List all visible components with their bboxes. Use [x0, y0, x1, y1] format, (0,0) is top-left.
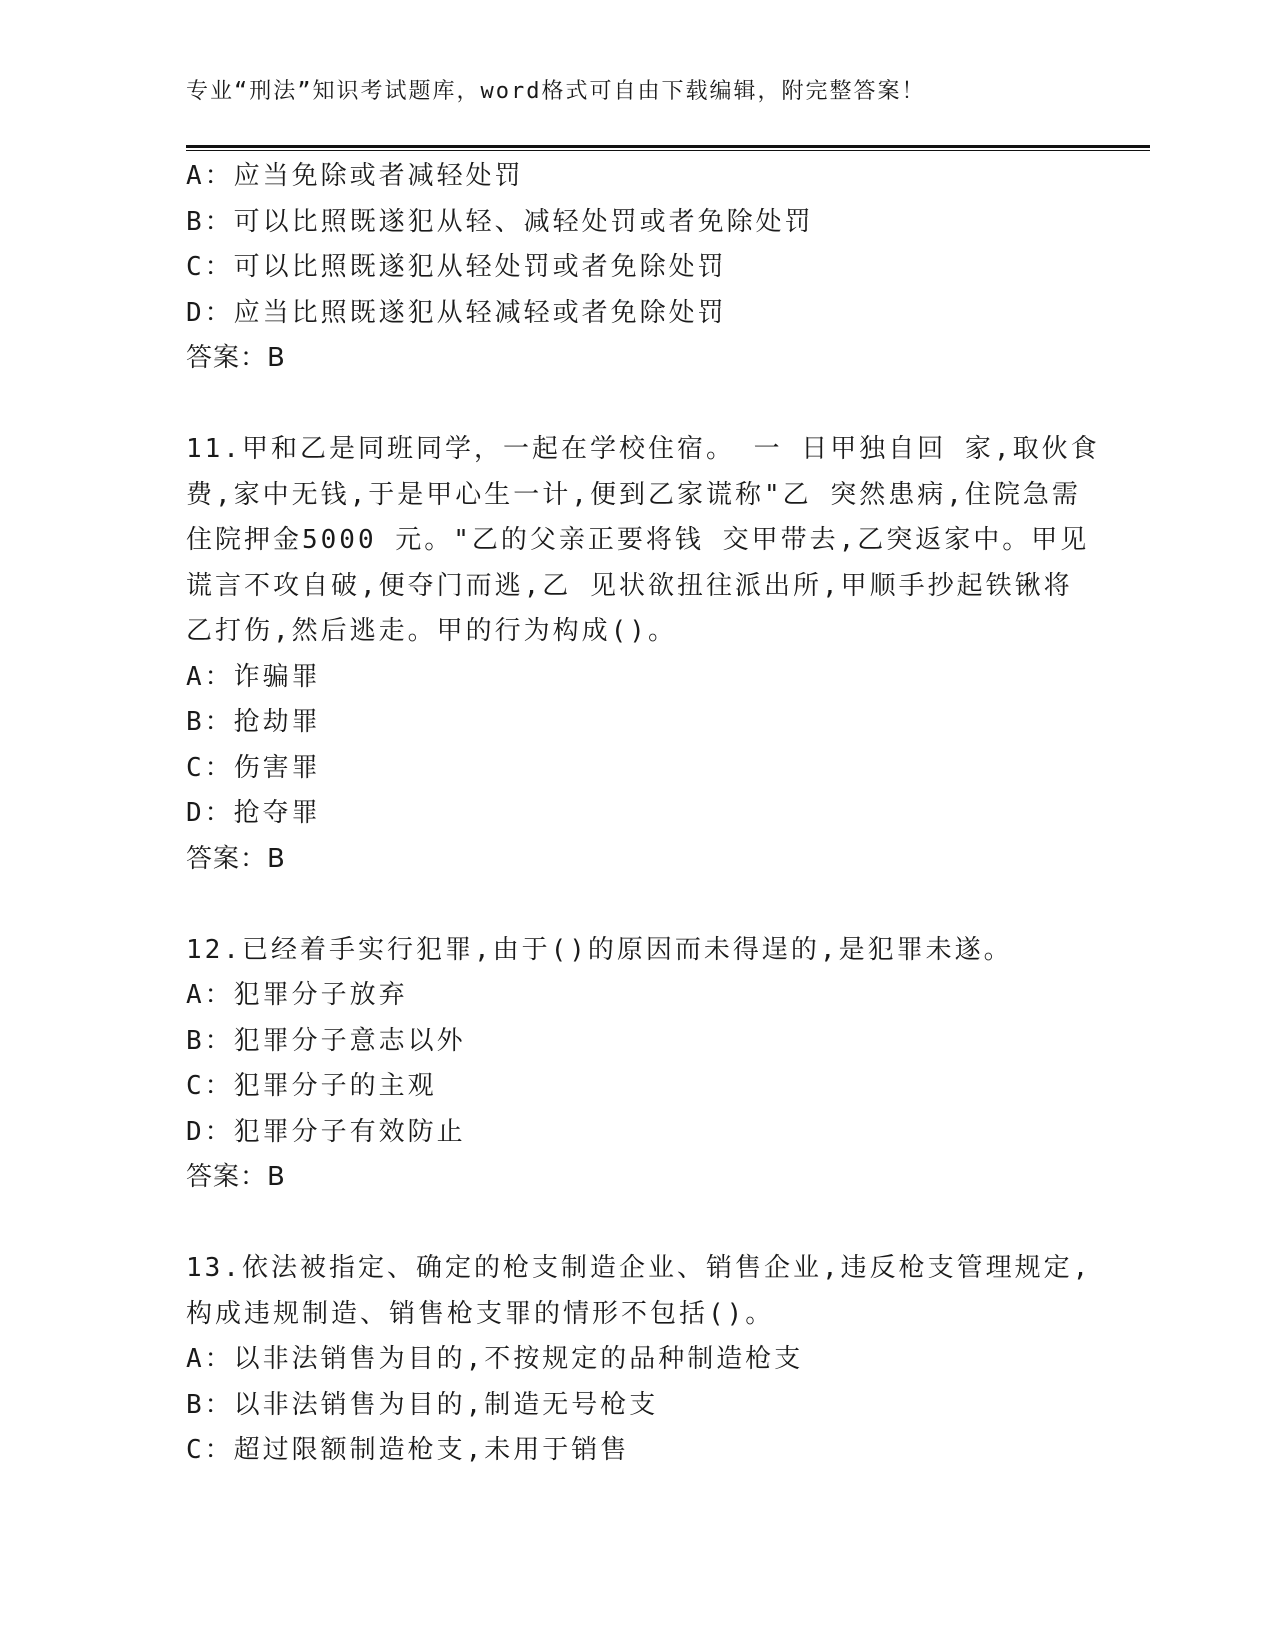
option-b: B：以非法销售为目的,制造无号枪支 [186, 1389, 659, 1420]
question-11 [186, 427, 1100, 882]
answer-line: 答案：B [186, 1162, 286, 1192]
question-prev [186, 154, 1086, 382]
option-b: B：犯罪分子意志以外 [186, 1025, 466, 1056]
question-text-line: 构成违规制造、销售枪支罪的情形不包括()。 [186, 1298, 775, 1329]
spacer [186, 382, 1086, 428]
header-divider-thick [186, 145, 1150, 148]
option-c: C：伤害罪 [186, 752, 321, 783]
option-b: B：抢劫罪 [186, 707, 321, 737]
answer-line: 答案：B [186, 843, 286, 874]
page-header: 专业“刑法”知识考试题库，word格式可自由下载编辑，附完整答案！ [186, 79, 926, 104]
option-d: D：抢夺罪 [186, 798, 321, 828]
question-text-line: 12.已经着手实行犯罪,由于()的原因而未得逞的,是犯罪未遂。 [186, 934, 1013, 965]
option-a: A：犯罪分子放弃 [186, 980, 408, 1010]
option-d: D：犯罪分子有效防止 [186, 1116, 466, 1147]
question-text-line: 谎言不攻自破,便夺门而逃,乙 见状欲扭往派出所,甲顺手抄起铁锹将 [186, 570, 1073, 601]
answer-line: 答案：B [186, 343, 286, 373]
option-a: A：以非法销售为目的,不按规定的品种制造枪支 [186, 1344, 804, 1374]
option-a: A：应当免除或者减轻处罚 [186, 161, 524, 191]
option-a: A：诈骗罪 [186, 661, 321, 692]
question-text-line: 住院押金5000 元。"乙的父亲正要将钱 交甲带去,乙突返家中。甲见 [186, 525, 1090, 555]
question-12 [186, 928, 1086, 1201]
question-text-line: 13.依法被指定、确定的枪支制造企业、销售企业,违反枪支管理规定, [186, 1253, 1092, 1283]
option-c: C：可以比照既遂犯从轻处罚或者免除处罚 [186, 252, 727, 282]
question-text-line: 费,家中无钱,于是甲心生一计,便到乙家谎称"乙 突然患病,住院急需 [186, 479, 1081, 510]
question-13 [186, 1246, 1092, 1474]
option-b: B：可以比照既遂犯从轻、减轻处罚或者免除处罚 [186, 206, 814, 237]
document-body [186, 154, 1100, 1474]
question-text-line: 乙打伤,然后逃走。甲的行为构成()。 [186, 616, 677, 646]
option-d: D：应当比照既遂犯从轻减轻或者免除处罚 [186, 297, 727, 328]
spacer [186, 1201, 1086, 1247]
option-c: C：犯罪分子的主观 [186, 1071, 437, 1101]
question-text-line: 11.甲和乙是同班同学，一起在学校住宿。 一 日甲独自回 家,取伙食 [186, 434, 1100, 464]
option-c: C：超过限额制造枪支,未用于销售 [186, 1435, 630, 1465]
spacer [186, 882, 1086, 928]
header-divider-thin [186, 150, 1150, 151]
